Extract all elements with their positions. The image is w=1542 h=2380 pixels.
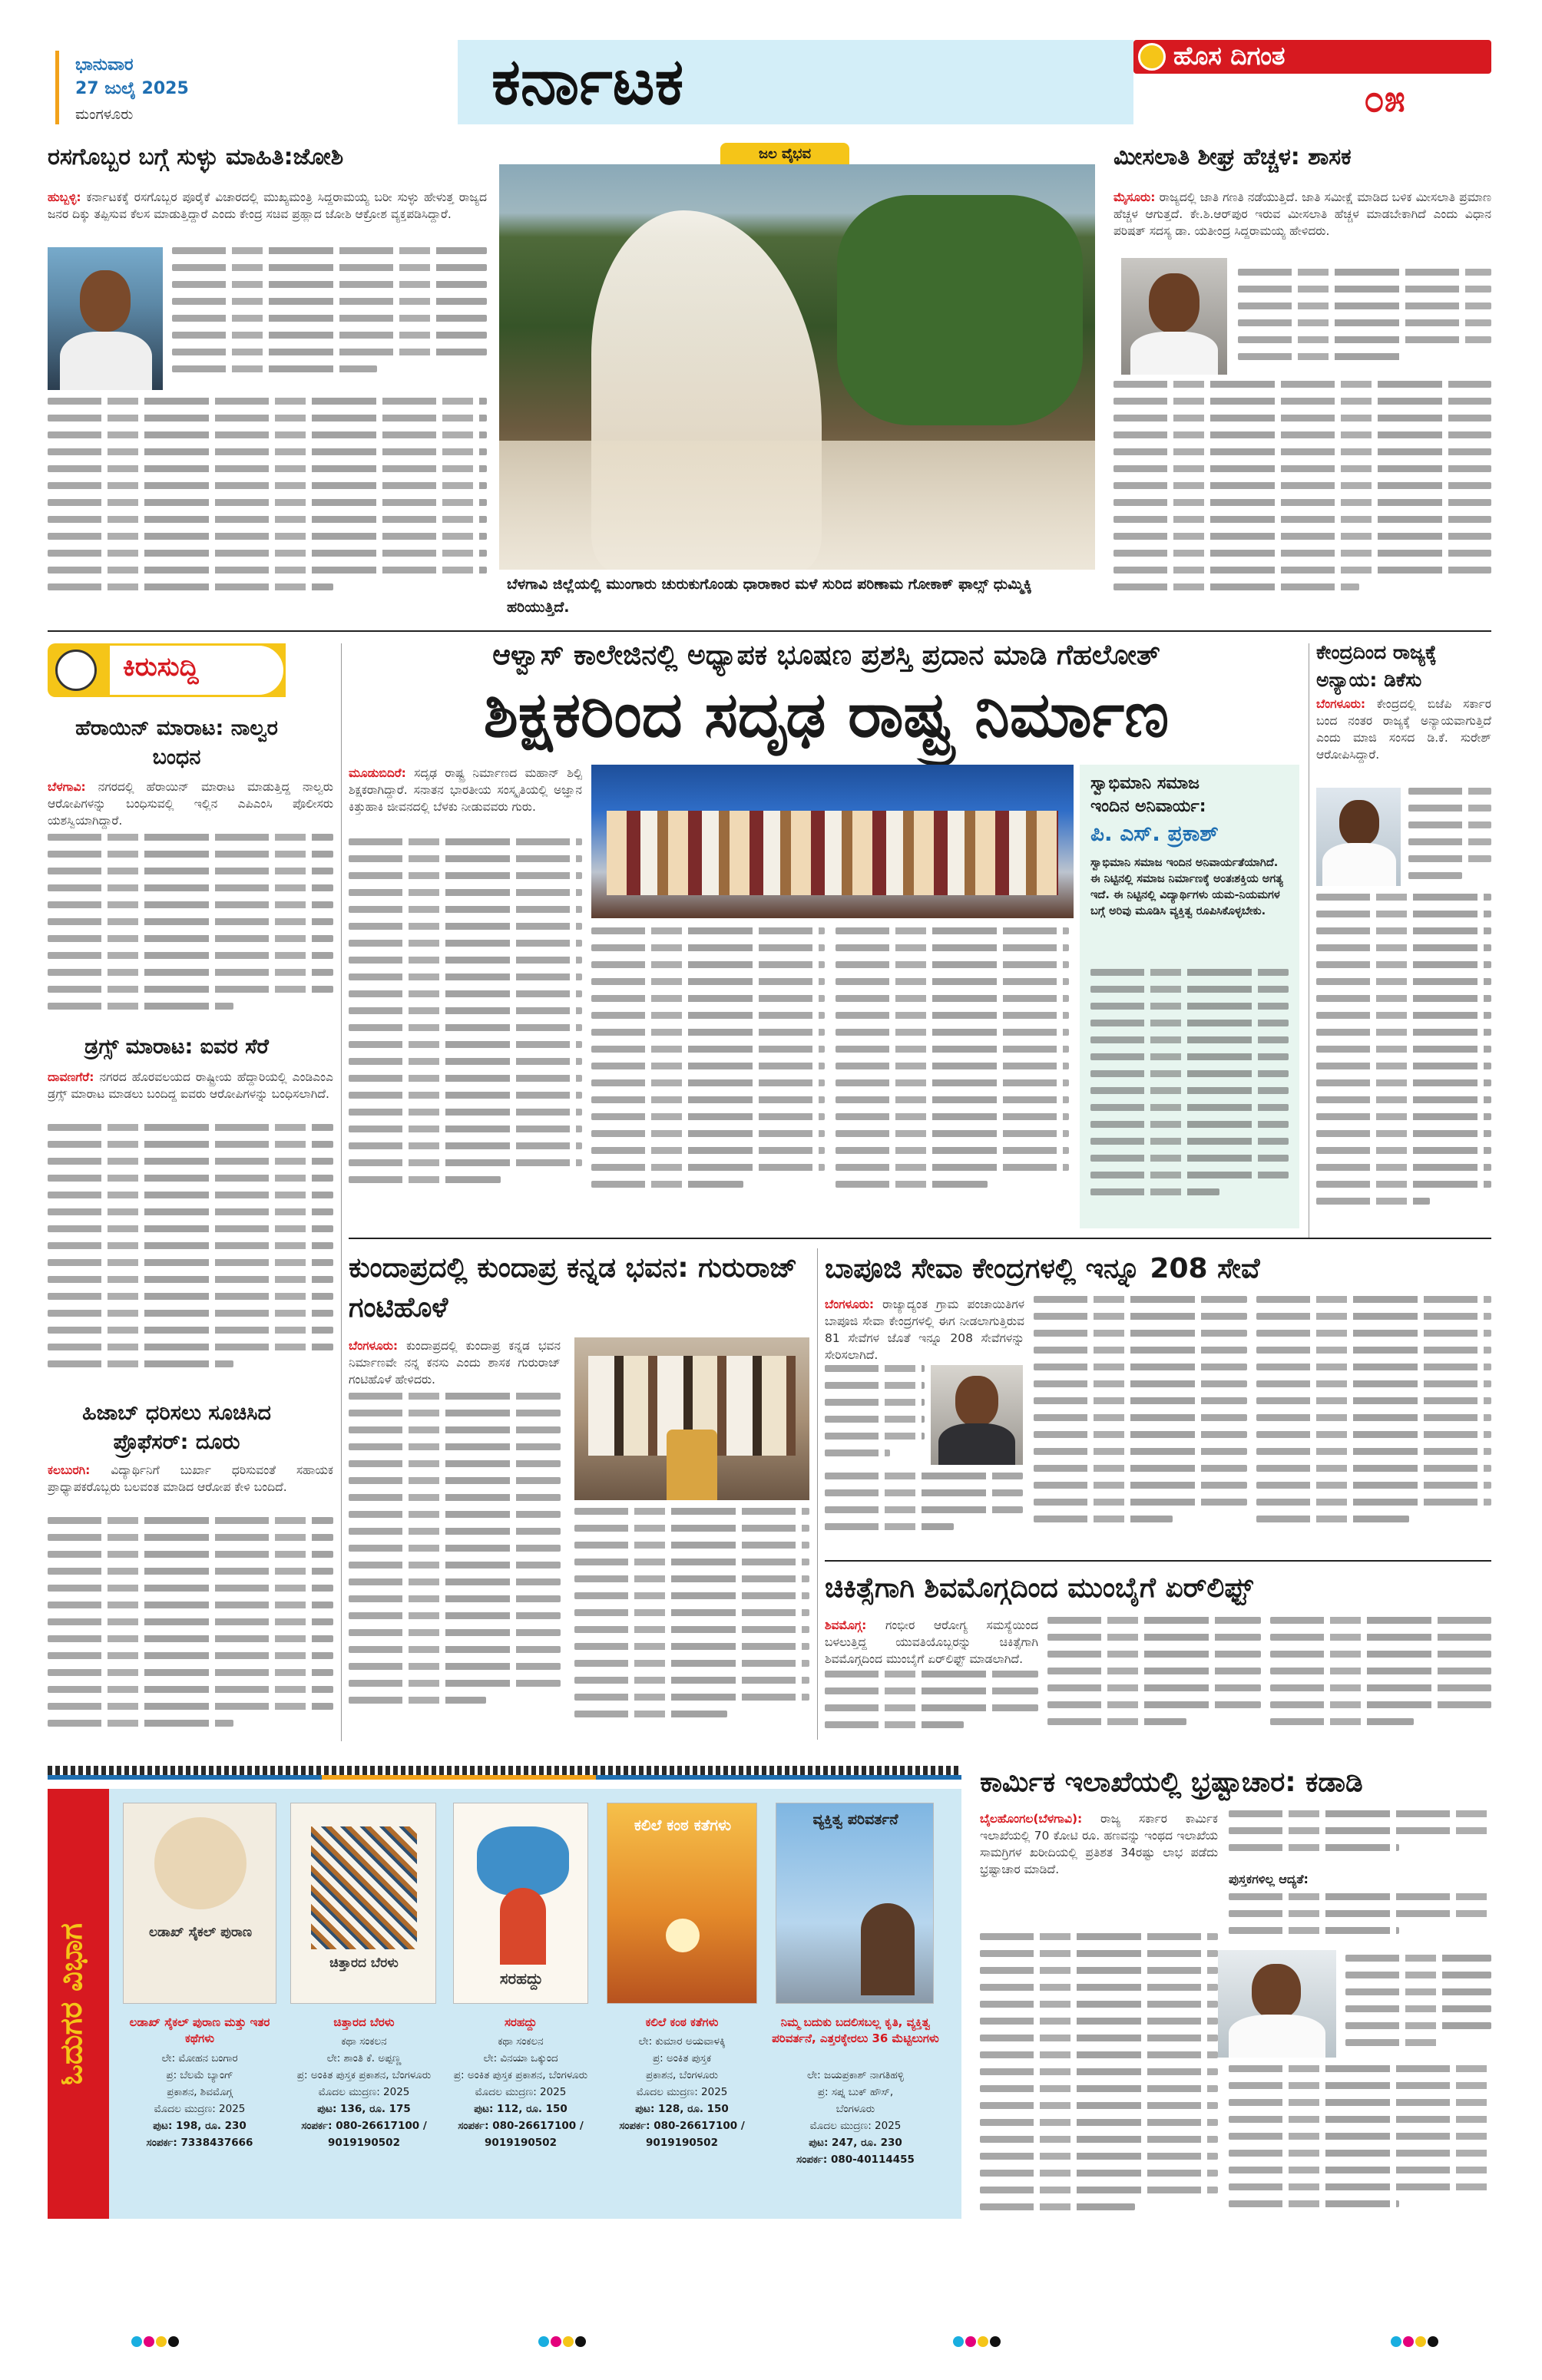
joshi-photo <box>48 247 163 390</box>
body-text-2 <box>574 1508 809 1740</box>
lead-text: ಸದೃಢ ರಾಷ್ಟ್ರ ನಿರ್ಮಾಣದ ಮಹಾನ್ ಶಿಲ್ಪಿ ಶಿಕ್ಷಕರಾಗಿದ್ದಾರೆ. ಸನಾತನ ಭಾರತೀಯ ಸಂಸ್ಕೃತಿಯಲ್ಲಿ ಅಜ್ಞಾನ ಕಿತ್ತುಹಾಕಿ ಜೀವನದಲ್ಲಿ ಬೆಳಕು ನೀಡುವವರು ಗುರು. <box>349 766 582 814</box>
book-publisher: ಲೇ: ಶಾಂತಿ ಕೆ. ಅಪ್ಪಣ್ಣ <box>326 2052 402 2064</box>
body-text <box>1238 269 1491 376</box>
page-number: ೦೫ <box>1364 78 1405 121</box>
divider <box>48 630 1491 632</box>
dateline: ಬೈಲಹೊಂಗಲ(ಬೆಳಗಾವಿ): <box>980 1812 1083 1826</box>
book-edition: ಮೊದಲ ಮುದ್ರಣ: 2025 <box>154 2103 246 2115</box>
registration-marks <box>131 2335 180 2350</box>
mist-shape <box>499 441 1095 570</box>
dateline: ಕಲಬುರಗಿ: <box>48 1463 91 1477</box>
lead-text: ಕರ್ನಾಟಕಕ್ಕೆ ರಸಗೊಬ್ಬರ ಪೂರೈಕೆ ವಿಚಾರದಲ್ಲಿ ಮುಖ್ಯಮಂತ್ರಿ ಸಿದ್ದರಾಮಯ್ಯ ಬರೀ ಸುಳ್ಳು ಹೇಳುತ್ತ ರಾಜ್ಯದ ಜನರ ದಿಕ್ಕು ತಪ್ಪಿಸುವ ಕೆಲಸ ಮಾಡುತ್ತಿದ್ದಾರೆ ಎಂದು ಕೇಂದ್ರ ಸಚಿವ ಪ್ರಹ್ಲಾದ ಜೋಶಿ ಆಕ್ರೋಶ ವ್ಯಕ್ತಪಡಿಸಿದ್ದಾರೆ. <box>48 190 487 221</box>
subhead: ಪುಸ್ತಕಗಳಿಲ್ಲ ಆದ್ಯತೆ: <box>1229 1872 1309 1886</box>
shirt-shape <box>1322 843 1396 886</box>
column-rule <box>341 643 342 1741</box>
book-contact: ಸಂಪರ್ಕ: 080-26617100 / 9019190502 <box>458 2120 584 2149</box>
book-cover-4 <box>607 1803 757 2004</box>
yathindra-photo <box>1121 258 1227 375</box>
kicker: ಆಳ್ವಾಸ್ ಕಾಲೇಜಿನಲ್ಲಿ ಅಧ್ಯಾಪಕ ಭೂಷಣ ಪ್ರಶಸ್ತಿ ಪ್ರದಾನ ಮಾಡಿ ಗೆಹಲೋತ್ <box>492 640 1160 671</box>
book-contact: ಸಂಪರ್ಕ: 080-26617100 / 9019190502 <box>619 2120 745 2149</box>
body-text <box>825 1365 925 1466</box>
lead-text: ಕೇಂದ್ರದಲ್ಲಿ ಬಿಜೆಪಿ ಸರ್ಕಾರ ಬಂದ ನಂತರ ರಾಜ್ಯಕ್ಕೆ ಅನ್ಯಾಯವಾಗುತ್ತಿದೆ ಎಂದು ಮಾಜಿ ಸಂಸದ ಡಿ.ಕೆ. ಸುರೇಶ್ ಆರೋಪಿಸಿದ್ದಾರೆ. <box>1316 697 1491 762</box>
dateline: ದಾವಣಗೆರೆ: <box>48 1070 94 1084</box>
sidebar-title-2: ಇಂದಿನ ಅನಿವಾರ್ಯ: <box>1090 797 1206 816</box>
author-shape <box>861 1903 915 1995</box>
kadadi-photo <box>1218 1950 1336 2058</box>
photo-caption: ಬೆಳಗಾವಿ ಜಿಲ್ಲೆಯಲ್ಲಿ ಮುಂಗಾರು ಚುರುಕುಗೊಂಡು ಧಾರಾಕಾರ ಮಳೆ ಸುರಿದ ಪರಿಣಾಮ ಗೋಕಾಕ್ ಫಾಲ್ಸ್ ಧುಮ್ಮಿಕ್ಕಿ ಹರಿಯುತ್ತಿದೆ. <box>507 576 1032 616</box>
book-author: ಕಥಾ ಸಂಕಲನ <box>341 2035 387 2048</box>
face-shape <box>1339 800 1379 846</box>
decor-stripe-color <box>48 1775 961 1780</box>
face-shape <box>1252 1964 1301 2019</box>
body-text <box>349 838 582 1228</box>
face-shape <box>1149 273 1200 333</box>
book-place: ಪ್ರಕಾಶನ, ಶಿವಮೊಗ್ಗ <box>167 2086 233 2098</box>
masthead-city: ಮಂಗಳೂರು <box>75 106 134 123</box>
body-text-5 <box>1229 2065 1491 2217</box>
kirusuddi-label: ಕಿರುಸುದ್ದಿ <box>123 652 199 683</box>
lead-text: ನಗರದ ಹೊರವಲಯದ ರಾಷ್ಟ್ರೀಯ ಹೆದ್ದಾರಿಯಲ್ಲಿ ಎಂಡಿಎಂಎ ಡ್ರಗ್ಸ್ ಮಾರಾಟ ಮಾಡಲು ಬಂದಿದ್ದ ಐವರು ಆರೋಪಿಗಳನ್ನು ಬಂಧಿಸಲಾಗಿದೆ. <box>48 1070 333 1101</box>
headline: ರಸಗೊಬ್ಬರ ಬಗ್ಗೆ ಸುಳ್ಳು ಮಾಹಿತಿ:ಜೋಶಿ <box>48 144 344 170</box>
body-text-4 <box>1345 1955 1491 2056</box>
book-publisher: ಪ್ರ: ಸಪ್ನ ಬುಕ್ ಹೌಸ್, <box>817 2086 894 2098</box>
minister-photo <box>931 1365 1023 1465</box>
registration-marks <box>952 2335 1001 2350</box>
dateline: ಬೆಂಗಳೂರು: <box>1316 697 1366 711</box>
people-row-shape <box>607 811 1058 895</box>
body-text-2 <box>1316 894 1491 1231</box>
headline: ಕಾರ್ಮಿಕ ಇಲಾಖೆಯಲ್ಲಿ ಭ್ರಷ್ಟಾಚಾರ: ಕಡಾಡಿ <box>980 1767 1363 1798</box>
body-text-2 <box>1229 1810 1491 1872</box>
book-cover-2 <box>290 1803 436 2004</box>
book-cover-1 <box>123 1803 276 2004</box>
body-text <box>172 247 487 393</box>
lead-text: ರಾಜ್ಯಾದ್ಯಂತ ಗ್ರಾಮ ಪಂಚಾಯಿತಿಗಳ ಬಾಪೂಜಿ ಸೇವಾ ಕೇಂದ್ರಗಳಲ್ಲಿ ಈಗ ನೀಡಲಾಗುತ್ತಿರುವ 81 ಸೇವೆಗಳ ಜೊತೆ ಇನ್ನೂ 208 ಸೇವೆಗಳನ್ನು ಸೇರಿಸಲಾಗಿದೆ. <box>825 1297 1024 1362</box>
body-text <box>349 1393 561 1740</box>
cover-title: ಸರಹದ್ದು <box>499 1969 544 1988</box>
body-text-3 <box>1034 1296 1247 1554</box>
decor-stripe <box>48 1766 961 1775</box>
body-text-4 <box>1256 1296 1491 1554</box>
figure-shape <box>500 1888 546 1965</box>
registration-marks <box>1390 2335 1439 2350</box>
book-title-2: ಚಿತ್ತಾರದ ಬೆರಳು <box>333 2015 395 2029</box>
book-edition: ಮೊದಲ ಮುದ್ರಣ: 2025 <box>318 2086 410 2098</box>
body-text <box>825 1671 1038 1740</box>
book-place: ಪ್ರ: ಅಂಕಿತ ಪುಸ್ತಕ ಪ್ರಕಾಶನ, ಬೆಂಗಳೂರು <box>296 2069 432 2081</box>
body-text-2 <box>48 398 487 628</box>
body-text <box>980 1933 1218 2217</box>
lead-text: ನಗರದಲ್ಲಿ ಹೆರಾಯಿನ್ ಮಾರಾಟ ಮಾಡುತ್ತಿದ್ದ ನಾಲ್ವರು ಆರೋಪಿಗಳನ್ನು ಬಂಧಿಸುವಲ್ಲಿ ಇಲ್ಲಿನ ಎಪಿಎಂಸಿ ಪೊಲೀಸರು ಯಶಸ್ವಿಯಾಗಿದ್ದಾರೆ. <box>48 780 333 828</box>
book-author: ಲೇ: ಮೋಹನ ಬಂಗಾರ <box>161 2052 238 2064</box>
body-text-2 <box>1047 1617 1261 1740</box>
waterfall-photo <box>499 164 1095 570</box>
book-cover-5 <box>776 1803 934 2004</box>
book-title-5: ನಿಮ್ಮ ಬದುಕು ಬದಲಿಸಬಲ್ಲ ಕೃತಿ, ವ್ಯಕ್ತಿತ್ವ ಪರಿವರ್ತನೆ, ಎತ್ತರಕ್ಕೇರಲು 36 ಮೆಟ್ಟಿಲುಗಳು <box>772 2015 939 2045</box>
book-place: ಬೆಂಗಳೂರು <box>836 2103 875 2115</box>
cyclist-shape <box>154 1817 247 1909</box>
lead-text: ವಿದ್ಯಾರ್ಥಿನಿಗೆ ಬುರ್ಖಾ ಧರಿಸುವಂತೆ ಸಹಾಯಕ ಪ್ರಾಧ್ಯಾಪಕರೊಬ್ಬರು ಬಲವಂತ ಮಾಡಿದ ಆರೋಪ ಕೇಳಿ ಬಂದಿದೆ. <box>48 1463 333 1494</box>
date-accent-bar <box>55 51 59 124</box>
body-text-3 <box>836 927 1069 1228</box>
shirt-shape <box>938 1423 1015 1465</box>
headline: ಕುಂದಾಪ್ರದಲ್ಲಿ ಕುಂದಾಪ್ರ ಕನ್ನಡ ಭವನ: ಗುರುರಾಜ್ ಗಂಟಿಹೊಳೆ <box>349 1252 798 1324</box>
book-title-4: ಕಲಿಲೆ ಕಂಠ ಕತೆಗಳು <box>645 2015 719 2029</box>
body-text <box>48 1124 333 1390</box>
brand-logo-icon <box>1138 43 1166 71</box>
award-ceremony-photo <box>591 765 1074 918</box>
headline: ಬಾಪೂಜಿ ಸೇವಾ ಕೇಂದ್ರಗಳಲ್ಲಿ ಇನ್ನೂ 208 ಸೇವೆ <box>825 1253 1260 1284</box>
lead-text: ರಾಜ್ಯ ಸರ್ಕಾರ ಕಾರ್ಮಿಕ ಇಲಾಖೆಯಲ್ಲಿ 70 ಕೋಟಿ ರೂ. ಹಣವನ್ನು ಇಂಥದ ಇಲಾಖೆಯ ಸಾಮಗ್ರಿಗಳ ಖರೀದಿಯಲ್ಲಿ ಪ್ರತಿಶತ 34ರಷ್ಟು ಲಾಭ ಪಡೆದು ಭ್ರಷ್ಟಾಚಾರ ಮಾಡಿದೆ. <box>980 1812 1218 1876</box>
book-pages: ಪುಟ: 198, ರೂ. 230 <box>153 2120 247 2132</box>
lamp-shape <box>667 1430 717 1500</box>
brief-headline-1: ಹೆರಾಯಿನ್ ಮಾರಾಟ: ನಾಲ್ವರ ಬಂಧನ <box>75 716 278 769</box>
body-text-2 <box>1113 381 1491 625</box>
column-rule <box>817 1248 818 1740</box>
photo-tag: ಜಲ ವೈಭವ <box>758 146 812 162</box>
book-contact: ಸಂಪರ್ಕ: 7338437666 <box>146 2137 253 2149</box>
headline: ಕೇಂದ್ರದಿಂದ ರಾಜ್ಯಕ್ಕೆ ಅನ್ಯಾಯ: ಡಿಕೆಸು <box>1316 641 1437 691</box>
masthead-date: 27 ಜುಲೈ 2025 <box>75 79 189 98</box>
dateline: ಶಿವಮೊಗ್ಗ: <box>825 1618 867 1632</box>
book-author: ಲೇ: ಕುಮಾರ ಅಯವಾಳಕ್ಕಿ <box>638 2035 726 2048</box>
megaphone-icon <box>55 650 97 691</box>
divider <box>825 1560 1491 1562</box>
lead-text: ಗಂಭೀರ ಆರೋಗ್ಯ ಸಮಸ್ಯೆಯಿಂದ ಬಳಲುತ್ತಿದ್ದ ಯುವತಿಯೊಬ್ಬರನ್ನು ಚಿಕಿತ್ಸೆಗಾಗಿ ಶಿವಮೊಗ್ಗದಿಂದ ಮುಂಬೈಗೆ ಏರ್‌ಲಿಫ್ಟ್ ಮಾಡಲಾಗಿದೆ. <box>825 1618 1038 1666</box>
book-pages: ಪುಟ: 128, ರೂ. 150 <box>635 2103 729 2115</box>
book-cover-3 <box>453 1803 588 2004</box>
art-shape <box>311 1826 417 1949</box>
face-shape <box>80 270 131 332</box>
section-title: ಕರ್ನಾಟಕ <box>491 44 684 119</box>
book-edition: ಮೊದಲ ಮುದ್ರಣ: 2025 <box>475 2086 567 2098</box>
dateline: ಹುಬ್ಬಳ್ಳಿ: <box>48 190 81 204</box>
trees-shape <box>837 195 1083 425</box>
dateline: ಬೆಳಗಾವಿ: <box>48 780 86 794</box>
masthead-day: ಭಾನುವಾರ <box>75 55 134 74</box>
book-pages: ಪುಟ: 136, ರೂ. 175 <box>317 2103 411 2115</box>
cover-title: ಲಡಾಖ್ ಸೈಕಲ್ ಪುರಾಣ <box>148 1925 253 1940</box>
body-text <box>48 834 333 1027</box>
book-author: ಕಥಾ ಸಂಕಲನ <box>498 2035 544 2048</box>
book-title-3: ಸರಹದ್ದು <box>504 2015 538 2029</box>
body-text-3 <box>1270 1617 1491 1740</box>
dateline: ಬೆಂಗಳೂರು: <box>349 1339 399 1353</box>
book-place: ಪ್ರಕಾಶನ, ಬೆಂಗಳೂರು <box>646 2069 718 2081</box>
shirt-shape <box>1130 332 1218 375</box>
lead-text: ಕುಂದಾಪ್ರದಲ್ಲಿ ಕುಂದಾಪ್ರ ಕನ್ನಡ ಭವನ ನಿರ್ಮಾಣವೇ ನನ್ನ ಕನಸು ಎಂದು ಶಾಸಕ ಗುರುರಾಜ್ ಗಂಟಿಹೊಳೆ ಹೇಳಿದರು. <box>349 1339 561 1387</box>
lead-text: ರಾಜ್ಯದಲ್ಲಿ ಜಾತಿ ಗಣತಿ ನಡೆಯುತ್ತಿದೆ. ಜಾತಿ ಸಮೀಕ್ಷೆ ಮಾಡಿದ ಬಳಿಕ ಮೀಸಲಾತಿ ಪ್ರಮಾಣ ಹೆಚ್ಚಳ ಆಗುತ್ತದೆ. ಕೇ.ಶಿ.ಆರ್‌ಪುರ ಇರುವ ಮೀಸಲಾತಿ ಹೆಚ್ಚಳ ಮಾಡಬೇಕಾಗಿದೆ ಎಂದು ವಿಧಾನ ಪರಿಷತ್ ಸದಸ್ಯ ಡಾ. ಯತೀಂದ್ರ ಸಿದ್ದರಾಮಯ್ಯ ಹೇಳಿದರು. <box>1113 190 1491 238</box>
sidebar-title-1: ಸ್ವಾಭಿಮಾನಿ ಸಮಾಜ <box>1090 774 1200 793</box>
book-publisher: ಲೇ: ವಿನಯಾ ಒಕ್ಕುಂದ <box>483 2052 558 2064</box>
sidebar-text: ಸ್ವಾಭಿಮಾನಿ ಸಮಾಜ ಇಂದಿನ ಅನಿವಾರ್ಯತೆಯಾಗಿದೆ. ಈ ನಿಟ್ಟಿನಲ್ಲಿ ಸಮಾಜ ನಿರ್ಮಾಣಕ್ಕೆ ಅಂತಃಶಕ್ತಿಯ ಅಗತ್ಯ ಇದೆ. ಈ ನಿಟ್ಟಿನಲ್ಲಿ ವಿದ್ಯಾರ್ಥಿಗಳು ಯಮ-ನಿಯಮಗಳ ಬಗ್ಗೆ ಅರಿವು ಮೂಡಿಸಿ ವ್ಯಕ್ತಿತ್ವ ರೂಪಿಸಿಕೊಳ್ಳಬೇಕು. <box>1090 857 1283 917</box>
sidebar-name: ಪಿ. ಎಸ್. ಪ್ರಕಾಶ್ <box>1090 821 1219 846</box>
books-section-label: ಓದುಗರ ವಿಭಾಗ <box>54 1922 89 2085</box>
brief-headline-3: ಹಿಜಾಬ್ ಧರಿಸಲು ಸೂಚಿಸಿದ ಪ್ರೊಫೆಸರ್: ದೂರು <box>82 1401 271 1454</box>
headline: ಚಿಕಿತ್ಸೆಗಾಗಿ ಶಿವಮೊಗ್ಗದಿಂದ ಮುಂಬೈಗೆ ಏರ್‌ಲಿಫ್ಟ್ <box>825 1572 1253 1604</box>
book-title-1: ಲಡಾಖ್ ಸೈಕಲ್ ಪುರಾಣ ಮತ್ತು ಇತರ ಕಥೆಗಳು <box>129 2015 270 2045</box>
book-publisher: ಪ್ರ: ಅಂಕಿತ ಪುಸ್ತಕ <box>652 2052 712 2064</box>
brand-block <box>1133 40 1491 124</box>
dks-photo <box>1316 788 1401 886</box>
fish-shape <box>477 1826 569 1896</box>
cover-title: ಚಿತ್ತಾರದ ಬೆರಳು <box>329 1955 399 1971</box>
sidebar-body <box>1090 969 1289 1215</box>
headline: ಮೀಸಲಾತಿ ಶೀಘ್ರ ಹೆಚ್ಚಳ: ಶಾಸಕ <box>1113 144 1352 170</box>
shirt-shape <box>1229 2015 1325 2058</box>
dateline: ಮೂಡುಬಿದಿರೆ: <box>349 766 406 780</box>
book-contact: ಸಂಪರ್ಕ: 080-26617100 / 9019190502 <box>301 2120 427 2149</box>
registration-marks <box>538 2335 587 2350</box>
body-text-2 <box>591 927 825 1228</box>
book-author: ಲೇ: ಜಯಪ್ರಕಾಶ್ ನಾಗತಿಹಳ್ಳಿ <box>807 2069 904 2081</box>
book-pages: ಪುಟ: 247, ರೂ. 230 <box>809 2137 902 2149</box>
book-place: ಪ್ರ: ಅಂಕಿತ ಪುಸ್ತಕ ಪ್ರಕಾಶನ, ಬೆಂಗಳೂರು <box>453 2069 588 2081</box>
headline: ಶಿಕ್ಷಕರಿಂದ ಸದೃಢ ರಾಷ್ಟ್ರ ನಿರ್ಮಾಣ <box>483 679 1170 752</box>
cover-title: ವ್ಯಕ್ತಿತ್ವ ಪರಿವರ್ತನೆ <box>812 1811 898 1828</box>
book-contact: ಸಂಪರ್ಕ: 080-40114455 <box>796 2154 915 2166</box>
sidebar-box <box>1080 765 1299 1228</box>
body-text <box>1408 788 1491 889</box>
sun-shape <box>666 1919 700 1952</box>
brief-headline-2: ಡ್ರಗ್ಸ್ ಮಾರಾಟ: ಐವರ ಸೆರೆ <box>84 1035 269 1059</box>
body-text-2 <box>825 1473 1023 1554</box>
dateline: ಮೈಸೂರು: <box>1113 190 1156 204</box>
divider <box>349 1238 1491 1239</box>
body-text <box>48 1517 333 1740</box>
brand-name: ಹೊಸ ದಿಗಂತ <box>1173 41 1286 71</box>
book-edition: ಮೊದಲ ಮುದ್ರಣ: 2025 <box>809 2120 902 2132</box>
body-text-3 <box>1229 1893 1491 1947</box>
face-shape <box>955 1376 998 1426</box>
cover-title: ಕಲಿಲೆ ಕಂಠ ಕತೆಗಳು <box>634 1816 732 1834</box>
book-edition: ಮೊದಲ ಮುದ್ರಣ: 2025 <box>636 2086 728 2098</box>
lamp-lighting-photo <box>574 1337 809 1500</box>
dateline: ಬೆಂಗಳೂರು: <box>825 1297 875 1311</box>
shirt-shape <box>60 332 152 390</box>
book-publisher: ಪ್ರ: ಬೆಲಮೆ ಬ್ಯಾಂಗ್‌ <box>166 2069 233 2081</box>
book-pages: ಪುಟ: 112, ರೂ. 150 <box>474 2103 567 2115</box>
